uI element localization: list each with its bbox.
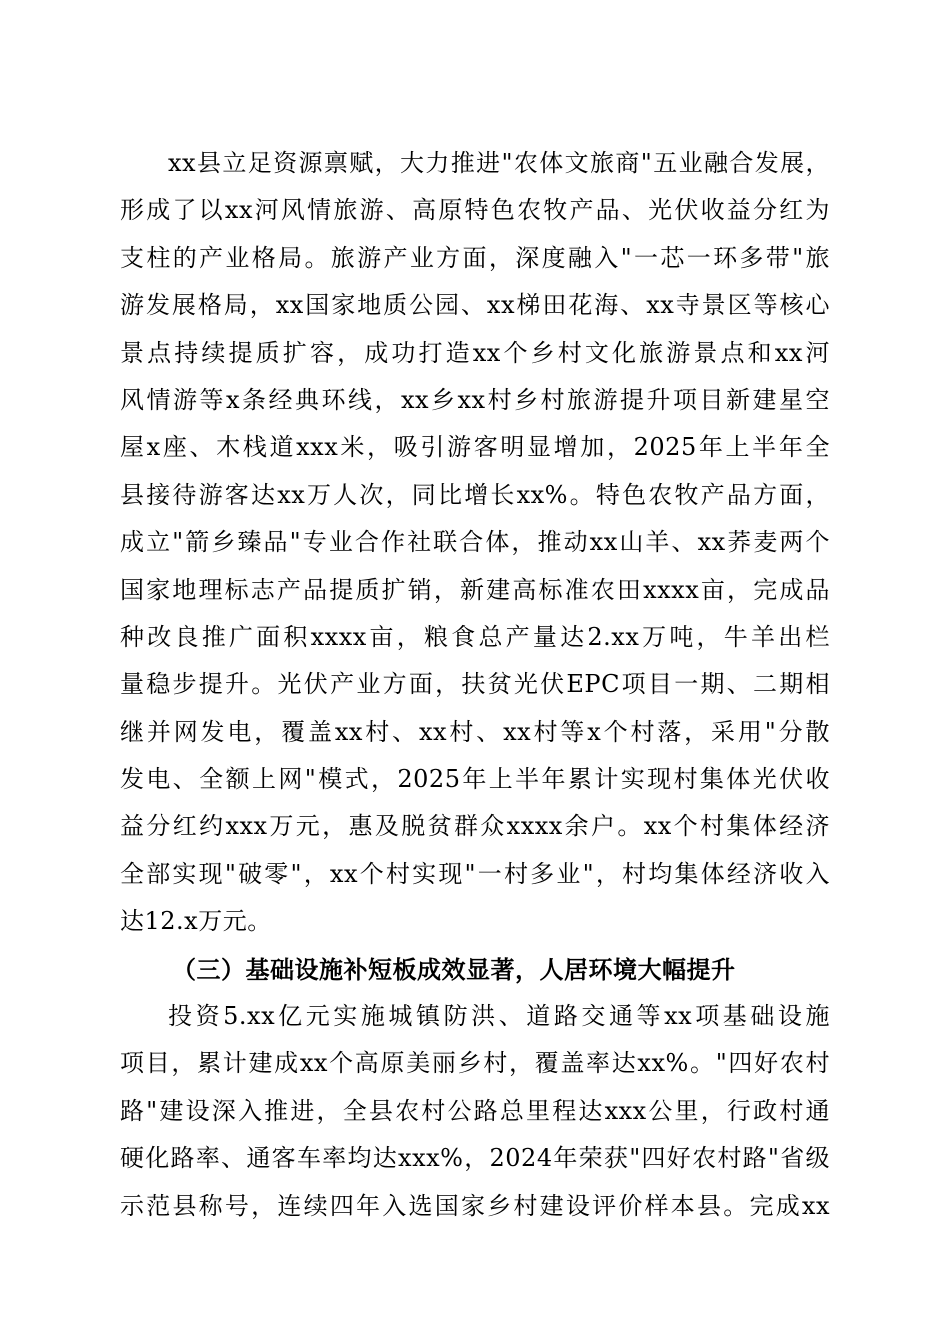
paragraph-line: 形成了以xx河风情旅游、高原特色农牧产品、光伏收益分红为: [120, 196, 830, 225]
paragraph-line: 国家地理标志产品提质扩销，新建高标准农田xxxx亩，完成品: [120, 575, 830, 604]
paragraph-line: 项目，累计建成xx个高原美丽乡村，覆盖率达xx%。"四好农村: [120, 1049, 830, 1078]
paragraph-line: 路"建设深入推进，全县农村公路总里程达xxx公里，行政村通: [120, 1096, 830, 1125]
paragraph-line: 成立"箭乡臻品"专业合作社联合体，推动xx山羊、xx荞麦两个: [120, 528, 830, 557]
paragraph-industry: [120, 140, 830, 1230]
paragraph-line: 支柱的产业格局。旅游产业方面，深度融入"一芯一环多带"旅: [120, 243, 830, 272]
paragraph-line: xx县立足资源禀赋，大力推进"农体文旅商"五业融合发展，: [168, 149, 830, 177]
paragraph-line: 示范县称号，连续四年入选国家乡村建设评价样本县。完成xx: [120, 1191, 830, 1220]
paragraph-line: 县接待游客达xx万人次，同比增长xx%。特色农牧产品方面，: [120, 480, 830, 509]
paragraph-line: 继并网发电，覆盖xx村、xx村、xx村等x个村落，采用"分散: [120, 717, 830, 746]
paragraph-line: 量稳步提升。光伏产业方面，扶贫光伏EPC项目一期、二期相: [120, 670, 830, 699]
paragraph-line: 屋x座、木栈道xxx米，吸引游客明显增加，2025年上半年全: [120, 433, 830, 462]
paragraph-line: 达12.x万元。: [120, 907, 272, 936]
paragraph-line: 风情游等x条经典环线，xx乡xx村乡村旅游提升项目新建星空: [120, 385, 830, 414]
paragraph-line: 益分红约xxx万元，惠及脱贫群众xxxx余户。xx个村集体经济: [120, 812, 830, 841]
paragraph-line: 发电、全额上网"模式，2025年上半年累计实现村集体光伏收: [120, 765, 830, 794]
paragraph-line: 硬化路率、通客车率均达xxx%，2024年荣获"四好农村路"省级: [120, 1144, 830, 1173]
paragraph-line: 种改良推广面积xxxx亩，粮食总产量达2.xx万吨，牛羊出栏: [120, 622, 830, 651]
section-heading: （三）基础设施补短板成效显著，人居环境大幅提升: [172, 954, 736, 984]
paragraph-line: 全部实现"破零"，xx个村实现"一村多业"，村均集体经济收入: [120, 859, 830, 888]
paragraph-line: 投资5.xx亿元实施城镇防洪、道路交通等xx项基础设施: [168, 1002, 830, 1031]
paragraph-line: 景点持续提质扩容，成功打造xx个乡村文化旅游景点和xx河: [120, 338, 830, 367]
paragraph-line: 游发展格局，xx国家地质公园、xx梯田花海、xx寺景区等核心: [120, 291, 830, 320]
